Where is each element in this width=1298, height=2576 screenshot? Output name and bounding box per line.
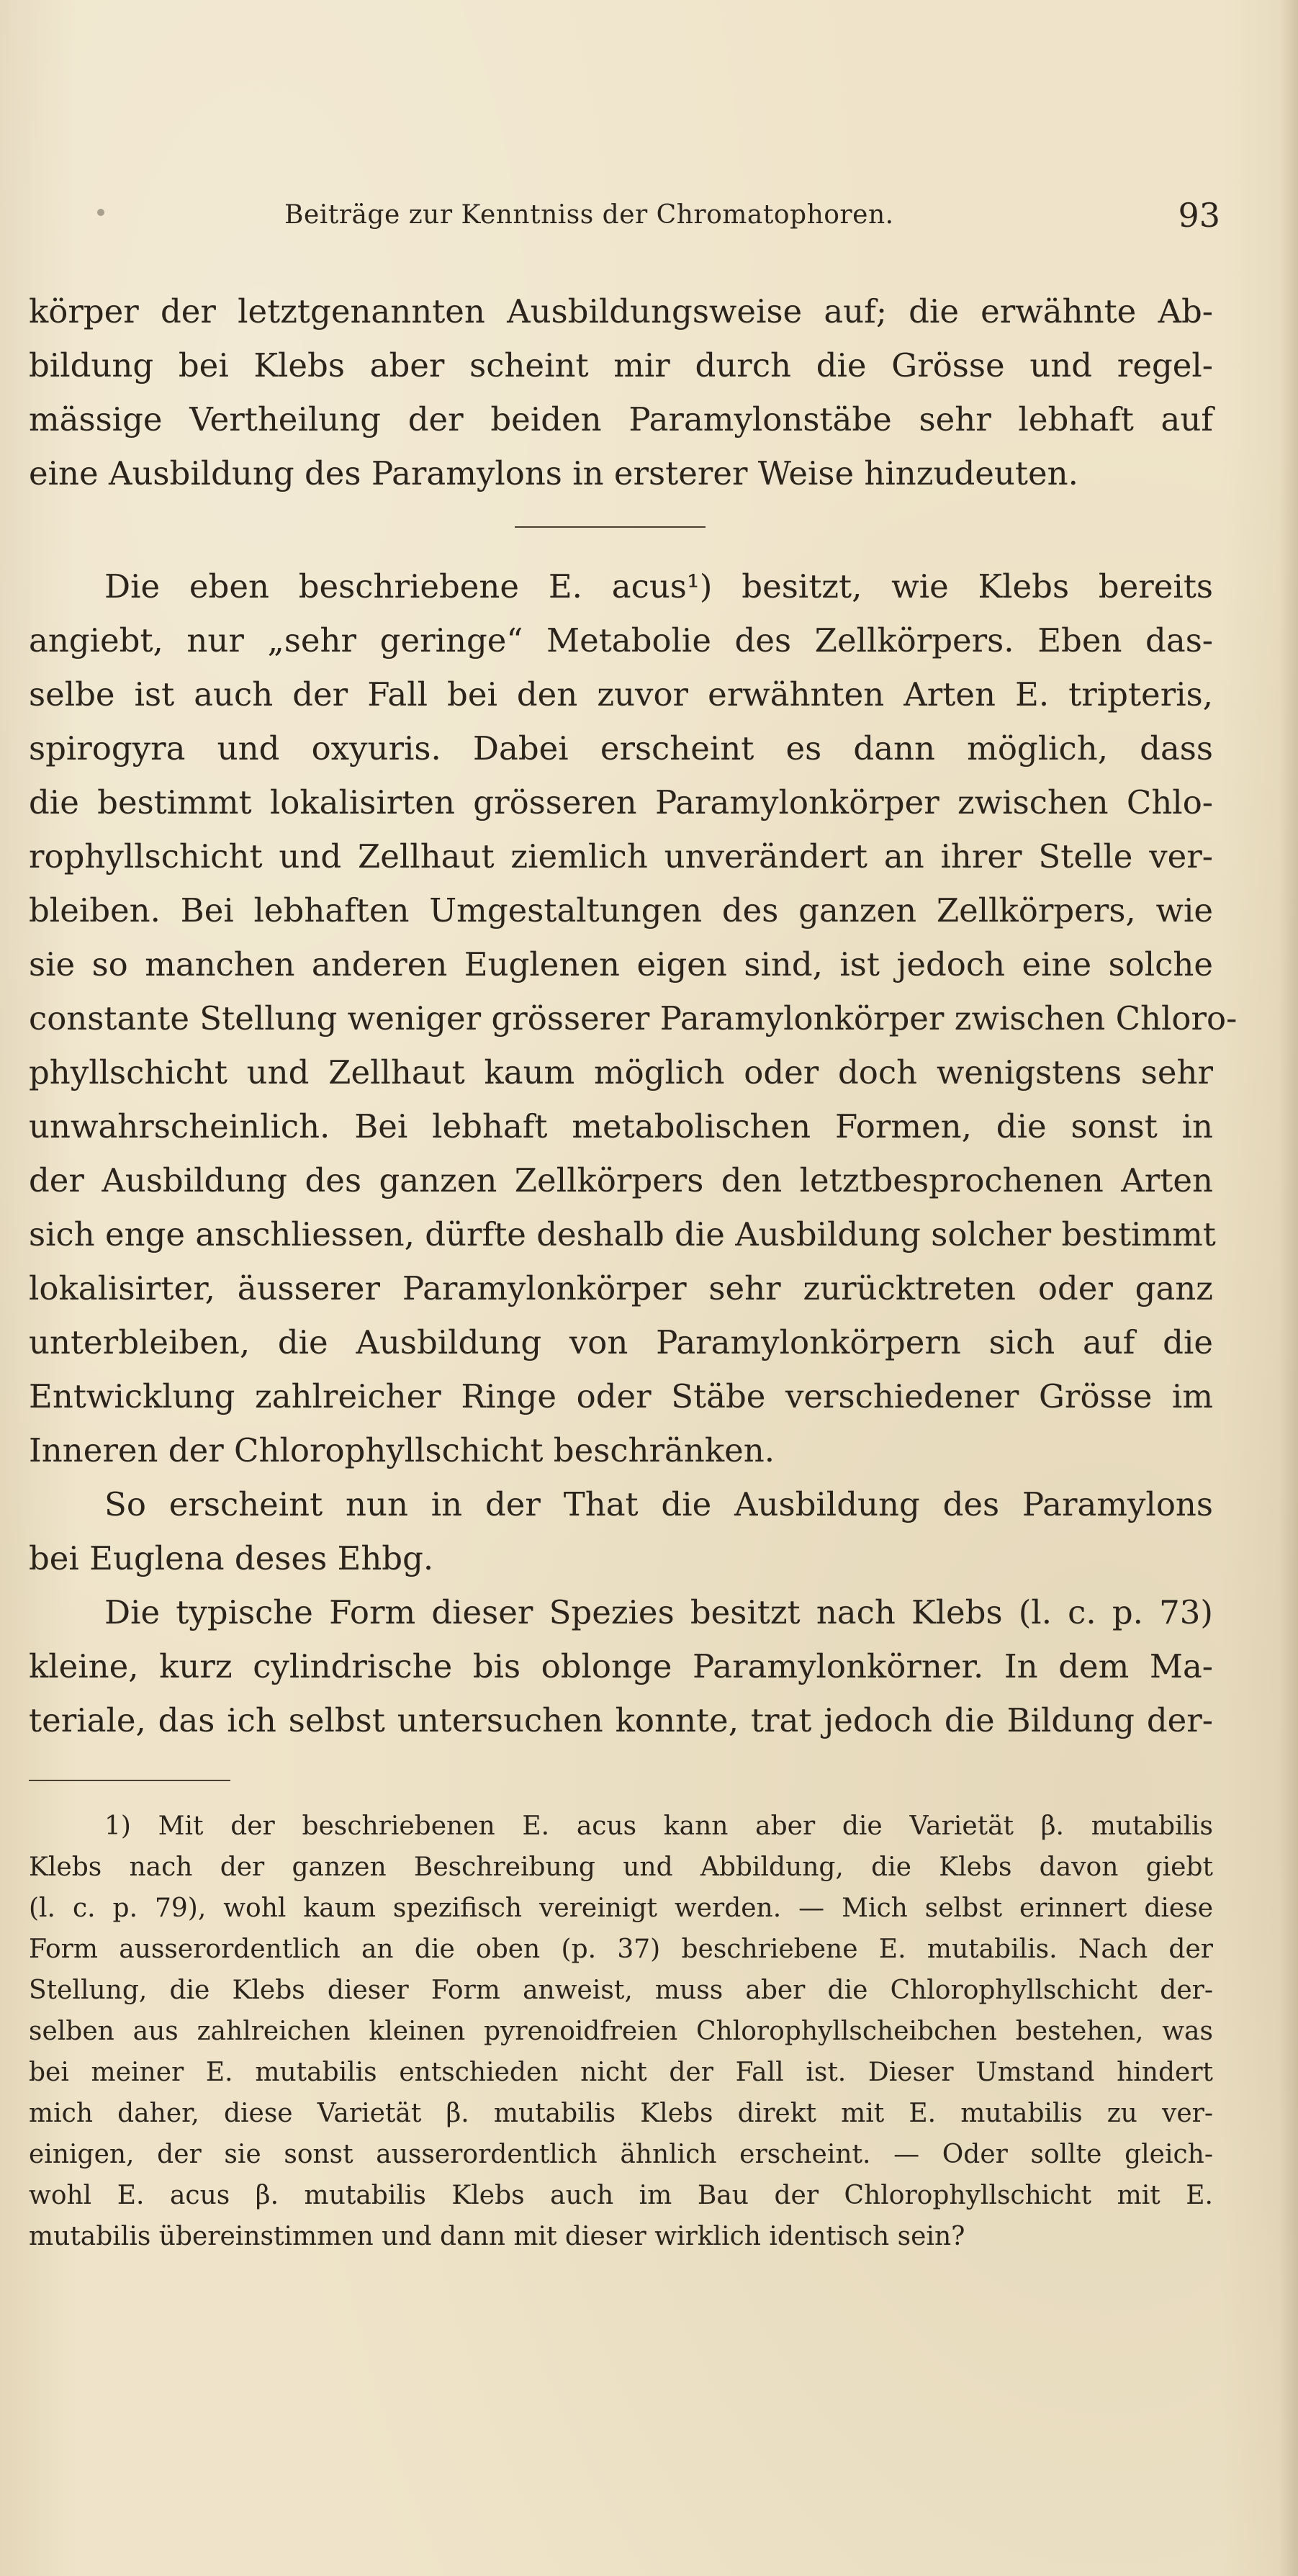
footnote-line: Form ausserordentlich an die oben (p. 37) beschriebene E. mutabilis. Nach der xyxy=(29,1935,1213,1964)
paragraph-continuation xyxy=(29,284,1213,500)
page-number: 93 xyxy=(1178,196,1220,235)
footnote-line: (l. c. p. 79), wohl kaum spezifisch vereinigt werden. — Mich selbst erinnert diese xyxy=(29,1893,1213,1923)
text-line: Entwicklung zahlreicher Ringe oder Stäbe verschiedener Grösse im xyxy=(29,1377,1213,1415)
page-edge-shadow xyxy=(1279,0,1298,2576)
text-line: eine Ausbildung des Paramylons in ersterer Weise hinzudeuten. xyxy=(29,454,1078,492)
text-line: teriale, das ich selbst untersuchen konnte, trat jedoch die Bildung der- xyxy=(29,1701,1213,1739)
running-head xyxy=(97,193,1220,251)
text-line: körper der letztgenannten Ausbildungsweise auf; die erwähnte Ab- xyxy=(29,292,1213,330)
footnote-line: 1) Mit der beschriebenen E. acus kann aber die Varietät β. mutabilis xyxy=(104,1811,1213,1841)
text-line: die bestimmt lokalisirten grösseren Paramylonkörper zwischen Chlo- xyxy=(29,783,1213,821)
text-line: selbe ist auch der Fall bei den zuvor erwähnten Arten E. tripteris, xyxy=(29,675,1213,713)
text-line: kleine, kurz cylindrische bis oblonge Paramylonkörner. In dem Ma- xyxy=(29,1647,1213,1685)
text-line: rophyllschicht und Zellhaut ziemlich unverändert an ihrer Stelle ver- xyxy=(29,837,1213,875)
text-line: angiebt, nur „sehr geringe“ Metabolie des Zellkörpers. Eben das- xyxy=(29,621,1213,659)
main-text xyxy=(29,284,1238,1747)
text-line: bleiben. Bei lebhaften Umgestaltungen des ganzen Zellkörpers, wie xyxy=(29,891,1213,929)
text-line: constante Stellung weniger grösserer Paramylonkörper zwischen Chloro- xyxy=(29,999,1238,1037)
footnote-rule xyxy=(29,1780,230,1781)
text-line: lokalisirter, äusserer Paramylonkörper sehr zurücktreten oder ganz xyxy=(29,1269,1213,1307)
paragraph xyxy=(29,559,1238,1477)
footnote-line: mutabilis übereinstimmen und dann mit dieser wirklich identisch sein? xyxy=(29,2222,965,2251)
text-line: Inneren der Chlorophyllschicht beschränken. xyxy=(29,1431,775,1469)
running-title: Beiträge zur Kenntniss der Chromatophoren. xyxy=(284,200,894,230)
text-line: Die typische Form dieser Spezies besitzt nach Klebs (l. c. p. 73) xyxy=(104,1593,1213,1631)
footnote-line: bei meiner E. mutabilis entschieden nicht der Fall ist. Dieser Umstand hindert xyxy=(29,2058,1213,2087)
text-line: sich enge anschliessen, dürfte deshalb die Ausbildung solcher bestimmt xyxy=(29,1215,1216,1253)
text-line: So erscheint nun in der That die Ausbildung des Paramylons xyxy=(104,1485,1213,1523)
margin-dot xyxy=(97,209,104,216)
text-line: bei Euglena deses Ehbg. xyxy=(29,1539,434,1577)
footnote-line: einigen, der sie sonst ausserordentlich ähnlich erscheint. — Oder sollte gleich- xyxy=(29,2140,1213,2169)
text-line: phyllschicht und Zellhaut kaum möglich oder doch wenigstens sehr xyxy=(29,1053,1213,1091)
text-line: unterbleiben, die Ausbildung von Paramylonkörpern sich auf die xyxy=(29,1323,1213,1361)
text-line: mässige Vertheilung der beiden Paramylonstäbe sehr lebhaft auf xyxy=(29,400,1213,438)
footnote-line: Klebs nach der ganzen Beschreibung und Abbildung, die Klebs davon giebt xyxy=(29,1852,1213,1882)
text-line: spirogyra und oxyuris. Dabei erscheint es dann möglich, dass xyxy=(29,729,1213,767)
paragraph xyxy=(29,1585,1213,1747)
footnote-line: selben aus zahlreichen kleinen pyrenoidfreien Chlorophyllscheibchen bestehen, was xyxy=(29,2017,1213,2046)
footnote-line: wohl E. acus β. mutabilis Klebs auch im Bau der Chlorophyllschicht mit E. xyxy=(29,2181,1213,2210)
text-line: der Ausbildung des ganzen Zellkörpers den letztbesprochenen Arten xyxy=(29,1161,1213,1199)
text-line: unwahrscheinlich. Bei lebhaft metabolischen Formen, die sonst in xyxy=(29,1107,1213,1145)
footnote-line: mich daher, diese Varietät β. mutabilis Klebs direkt mit E. mutabilis zu ver- xyxy=(29,2099,1213,2128)
text-line: Die eben beschriebene E. acus¹) besitzt, wie Klebs bereits xyxy=(104,567,1213,605)
section-divider xyxy=(515,526,706,528)
footnote-line: Stellung, die Klebs dieser Form anweist, muss aber die Chlorophyllschicht der- xyxy=(29,1976,1213,2005)
text-line: bildung bei Klebs aber scheint mir durch die Grösse und regel- xyxy=(29,346,1213,384)
footnote xyxy=(29,1806,1213,2257)
paragraph xyxy=(29,1477,1213,1585)
text-line: sie so manchen anderen Euglenen eigen sind, ist jedoch eine solche xyxy=(29,945,1213,983)
